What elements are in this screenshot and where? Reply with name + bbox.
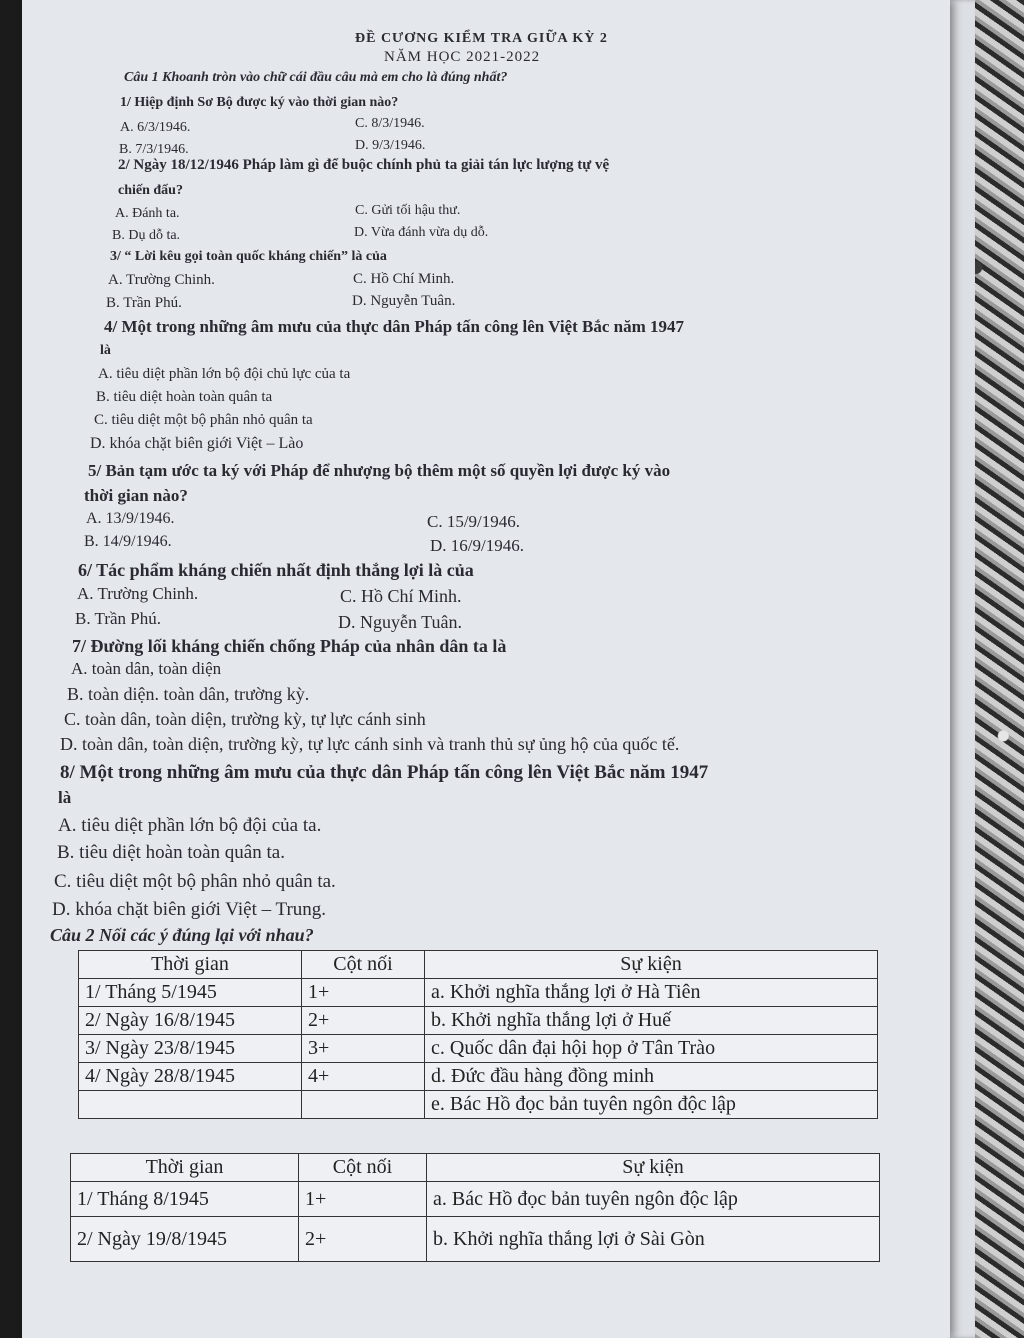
table-row (79, 1007, 878, 1035)
q4-text-line2: là (100, 343, 111, 358)
q1-text: 1/ Hiệp định Sơ Bộ được ký vào thời gian nào? (120, 95, 399, 110)
q6-option-b: B. Trần Phú. (75, 609, 161, 628)
q1-option-d: D. 9/3/1946. (355, 138, 426, 153)
q5-text-line1: 5/ Bản tạm ước ta ký với Pháp để nhượng bộ thêm một số quyền lợi được ký vào (88, 461, 671, 480)
q3-text: 3/ “ Lời kêu gọi toàn quốc kháng chiến” là của (110, 249, 387, 264)
table1-connect-cell: 1+ (302, 979, 425, 1007)
table-row (79, 1035, 878, 1063)
table1-header-time: Thời gian (79, 951, 302, 979)
table2-header-event: Sự kiện (427, 1154, 880, 1182)
table-row (79, 979, 878, 1007)
q3-option-b: B. Trần Phú. (106, 295, 182, 311)
table1-time-cell: 2/ Ngày 16/8/1945 (79, 1007, 302, 1035)
q2-text-line2: chiến đấu? (118, 183, 183, 198)
table1-event-cell: a. Khởi nghĩa thắng lợi ở Hà Tiên (425, 979, 878, 1007)
q8-text-line2: là (58, 788, 72, 807)
table2-time-cell: 2/ Ngày 19/8/1945 (71, 1217, 299, 1262)
q8-text-line1: 8/ Một trong những âm mưu của thực dân Pháp tấn công lên Việt Bắc năm 1947 (60, 762, 709, 783)
table2-header-time: Thời gian (71, 1154, 299, 1182)
table1-event-cell: b. Khởi nghĩa thắng lợi ở Huế (425, 1007, 878, 1035)
table2-header-connect: Cột nối (299, 1154, 427, 1182)
q4-option-a: A. tiêu diệt phần lớn bộ đội chủ lực của ta (98, 366, 351, 382)
table2-event-cell: a. Bác Hồ đọc bản tuyên ngôn độc lập (427, 1182, 880, 1217)
table2-time-cell: 1/ Tháng 8/1945 (71, 1182, 299, 1217)
school-year: NĂM HỌC 2021-2022 (384, 49, 541, 65)
q8-option-c: C. tiêu diệt một bộ phân nhỏ quân ta. (54, 871, 336, 892)
table1-connect-cell: 2+ (302, 1007, 425, 1035)
q4-text-line1: 4/ Một trong những âm mưu của thực dân Pháp tấn công lên Việt Bắc năm 1947 (104, 317, 685, 336)
q8-option-d: D. khóa chặt biên giới Việt – Trung. (52, 899, 327, 920)
q8-option-a: A. tiêu diệt phần lớn bộ đội của ta. (58, 815, 322, 836)
q6-option-a: A. Trường Chinh. (77, 584, 199, 603)
q7-option-b: B. toàn diện. toàn dân, trường kỳ. (67, 684, 310, 704)
table1-header-row (79, 951, 878, 979)
q2-option-c: C. Gửi tối hậu thư. (355, 203, 461, 218)
q5-text-line2: thời gian nào? (84, 486, 188, 505)
q5-option-a: A. 13/9/1946. (86, 510, 175, 527)
q7-option-c: C. toàn dân, toàn diện, trường kỳ, tự lực cánh sinh (64, 709, 426, 729)
q4-option-c: C. tiêu diệt một bộ phân nhỏ quân ta (94, 412, 313, 428)
table1-time-cell: 1/ Tháng 5/1945 (79, 979, 302, 1007)
exam-paper (22, 0, 950, 1338)
q2-option-a: A. Đánh ta. (115, 206, 180, 221)
table1-header-connect: Cột nối (302, 951, 425, 979)
table1-connect-cell (302, 1091, 425, 1119)
table1-connect-cell: 4+ (302, 1063, 425, 1091)
question-2-instruction: Câu 2 Nối các ý đúng lại với nhau? (50, 925, 314, 945)
q5-option-d: D. 16/9/1946. (430, 536, 524, 555)
q4-option-d: D. khóa chặt biên giới Việt – Lào (90, 435, 304, 452)
table1-header-event: Sự kiện (425, 951, 878, 979)
q3-option-c: C. Hồ Chí Minh. (353, 271, 455, 287)
matching-table-2 (70, 1153, 880, 1262)
q6-text: 6/ Tác phẩm kháng chiến nhất định thắng lợi là của (78, 560, 474, 580)
q7-option-a: A. toàn dân, toàn diện (71, 659, 222, 678)
q3-option-d: D. Nguyễn Tuân. (352, 293, 456, 309)
q3-option-a: A. Trường Chinh. (108, 272, 215, 288)
table1-time-cell (79, 1091, 302, 1119)
table1-event-cell: d. Đức đầu hàng đồng minh (425, 1063, 878, 1091)
q7-option-d: D. toàn dân, toàn diện, trường kỳ, tự lực cánh sinh và tranh thủ sự ủng hộ của quốc tế. (60, 734, 680, 754)
q1-option-b: B. 7/3/1946. (119, 142, 189, 157)
q1-option-a: A. 6/3/1946. (120, 120, 191, 135)
q5-option-c: C. 15/9/1946. (427, 512, 521, 531)
q2-option-b: B. Dụ dỗ ta. (112, 228, 181, 243)
q6-option-d: D. Nguyễn Tuân. (338, 612, 463, 632)
q4-option-b: B. tiêu diệt hoàn toàn quân ta (96, 389, 273, 405)
table2-event-cell: b. Khởi nghĩa thắng lợi ở Sài Gòn (427, 1217, 880, 1262)
table1-time-cell: 4/ Ngày 28/8/1945 (79, 1063, 302, 1091)
q7-text: 7/ Đường lối kháng chiến chống Pháp của nhân dân ta là (72, 636, 507, 656)
q2-option-d: D. Vừa đánh vừa dụ dỗ. (354, 225, 489, 240)
question-1-instruction: Câu 1 Khoanh tròn vào chữ cái đầu câu mà em cho là đúng nhất? (124, 70, 508, 85)
q5-option-b: B. 14/9/1946. (84, 533, 172, 550)
table2-connect-cell: 1+ (299, 1182, 427, 1217)
table1-event-cell: e. Bác Hồ đọc bản tuyên ngôn độc lập (425, 1091, 878, 1119)
q8-option-b: B. tiêu diệt hoàn toàn quân ta. (57, 842, 285, 863)
document-title: ĐỀ CƯƠNG KIỂM TRA GIỮA KỲ 2 (355, 31, 608, 46)
table1-connect-cell: 3+ (302, 1035, 425, 1063)
q1-option-c: C. 8/3/1946. (355, 116, 425, 131)
q2-text-line1: 2/ Ngày 18/12/1946 Pháp làm gì để buộc chính phủ ta giải tán lực lượng tự vệ (118, 157, 610, 173)
table-row (71, 1217, 880, 1262)
table-row (79, 1063, 878, 1091)
table1-time-cell: 3/ Ngày 23/8/1945 (79, 1035, 302, 1063)
table-row (71, 1182, 880, 1217)
table-row (79, 1091, 878, 1119)
table2-connect-cell: 2+ (299, 1217, 427, 1262)
q6-option-c: C. Hồ Chí Minh. (340, 586, 462, 606)
table1-event-cell: c. Quốc dân đại hội họp ở Tân Trào (425, 1035, 878, 1063)
matching-table-1 (78, 950, 878, 1119)
table2-header-row (71, 1154, 880, 1182)
